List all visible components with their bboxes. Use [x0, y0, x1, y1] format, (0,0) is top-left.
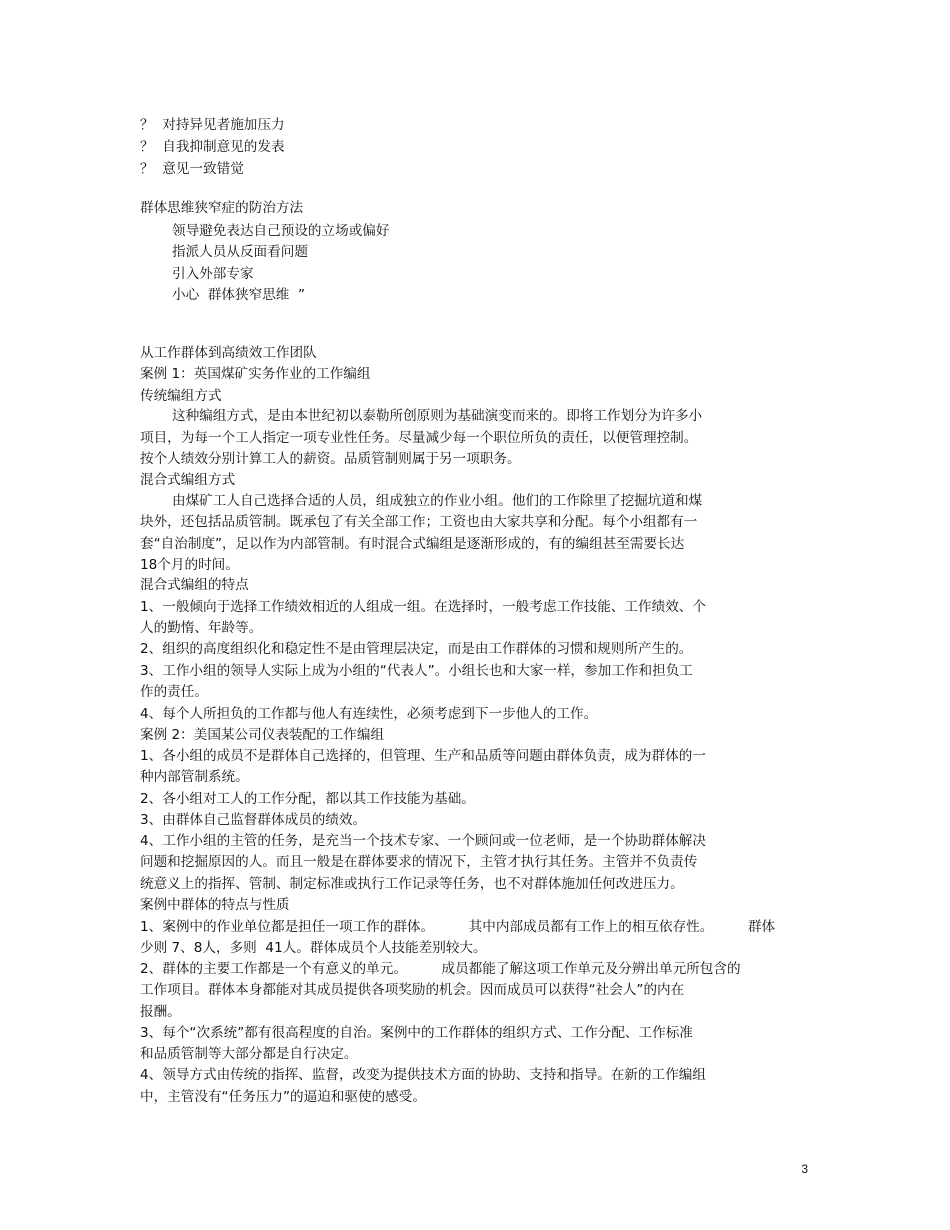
paragraph-line: 中，主管没有“任务压力”的逼迫和驱使的感受。: [140, 1089, 426, 1105]
paragraph-line: 1、一般倾向于选择工作绩效相近的人组成一组。在选择时，一般考虑工作技能、工作绩效、个: [140, 599, 706, 615]
paragraph-line: 1、案例中的作业单位都是担任一项工作的群体。 其中内部成员都有工作上的相互依存性。 群体: [140, 919, 776, 935]
paragraph-line: 种内部管制系统。: [140, 769, 249, 785]
traditional-title: 传统编组方式: [140, 388, 222, 404]
properties-title: 案例中群体的特点与性质: [140, 897, 290, 913]
paragraph-line: 2、各小组对工人的工作分配，都以其工作技能为基础。: [140, 791, 475, 807]
paragraph-line: 块外，还包括品质管制。既承包了有关全部工作；工资也由大家共享和分配。每个小组都有一: [140, 514, 698, 530]
paragraph-line: 3、由群体自己监督群体成员的绩效。: [140, 812, 367, 828]
paragraph-line: 2、组织的高度组织化和稳定性不是由管理层决定，而是由工作群体的习惯和规则所产生的。: [140, 641, 693, 657]
paragraph-line: 这种编组方式，是由本世纪初以泰勒所创原则为基础演变而来的。即将工作划分为许多小: [172, 408, 703, 424]
paragraph-line: 4、每个人所担负的工作都与他人有连续性，必须考虑到下一步他人的工作。: [140, 706, 598, 722]
paragraph-line: 1、各小组的成员不是群体自己选择的，但管理、生产和品质等问题由群体负责，成为群体的一: [140, 748, 706, 764]
paragraph-line: 3、每个“次系统”都有很高程度的自治。案例中的工作群体的组织方式、工作分配、工作标准: [140, 1025, 693, 1041]
paragraph-line: 由煤矿工人自己选择合适的人员，组成独立的作业小组。他们的工作除里了挖掘坑道和煤: [172, 493, 703, 509]
page-number: 3: [801, 1162, 808, 1176]
prevention-item: 指派人员从反面看问题: [172, 244, 308, 260]
paragraph-line: 项目，为每一个工人指定一项专业性任务。尽量减少每一个职位所负的责任，以便管理控制。: [140, 430, 698, 446]
bullet-line: ？ 自我抑制意见的发表: [140, 139, 285, 155]
bullet-line: ？ 对持异见者施加压力: [140, 117, 285, 133]
paragraph-line: 作的责任。: [140, 684, 208, 700]
paragraph-line: 按个人绩效分别计算工人的薪资。品质管制则属于另一项职务。: [140, 451, 521, 467]
paragraph-line: 问题和挖掘原因的人。而且一般是在群体要求的情况下，主管才执行其任务。主管并不负责传: [140, 854, 698, 870]
paragraph-line: 18个月的时间。: [140, 557, 239, 573]
prevention-item: 领导避免表达自己预设的立场或偏好: [172, 223, 390, 239]
case2-title: 案例 2：美国某公司仪表装配的工作编组: [140, 727, 385, 743]
paragraph-line: 工作项目。群体本身都能对其成员提供各项奖励的机会。因而成员可以获得“社会人”的内在: [140, 982, 685, 998]
paragraph-line: 套“自治制度”，足以作为内部管制。有时混合式编组是逐渐形成的，有的编组甚至需要长达: [140, 536, 685, 552]
paragraph-line: 少则 7、8人，多则 41人。群体成员个人技能差别较大。: [140, 940, 487, 956]
prevention-item: 引入外部专家: [172, 266, 254, 282]
case1-title: 案例 1：英国煤矿实务作业的工作编组: [140, 366, 371, 382]
section-title: 从工作群体到高绩效工作团队: [140, 345, 317, 361]
prevention-item: 小心 群体狭窄思维 ”: [172, 287, 306, 303]
features-title: 混合式编组的特点: [140, 577, 249, 593]
paragraph-line: 报酬。: [140, 1004, 181, 1020]
paragraph-line: 2、群体的主要工作都是一个有意义的单元。 成员都能了解这项工作单元及分辨出单元所包含的: [140, 961, 741, 977]
paragraph-line: 4、工作小组的主管的任务，是充当一个技术专家、一个顾问或一位老师，是一个协助群体解决: [140, 833, 706, 849]
mixed-title: 混合式编组方式: [140, 472, 236, 488]
bullet-line: ？ 意见一致错觉: [140, 161, 244, 177]
prevention-title: 群体思维狭窄症的防治方法: [140, 200, 304, 216]
paragraph-line: 统意义上的指挥、管制、制定标准或执行工作记录等任务，也不对群体施加任何改进压力。: [140, 876, 684, 892]
paragraph-line: 3、工作小组的领导人实际上成为小组的“代表人”。小组长也和大家一样，参加工作和担负工: [140, 663, 693, 679]
paragraph-line: 人的勤惰、年龄等。: [140, 620, 263, 636]
paragraph-line: 和品质管制等大部分都是自行决定。: [140, 1046, 358, 1062]
paragraph-line: 4、领导方式由传统的指挥、监督，改变为提供技术方面的协助、支持和指导。在新的工作编组: [140, 1067, 706, 1083]
